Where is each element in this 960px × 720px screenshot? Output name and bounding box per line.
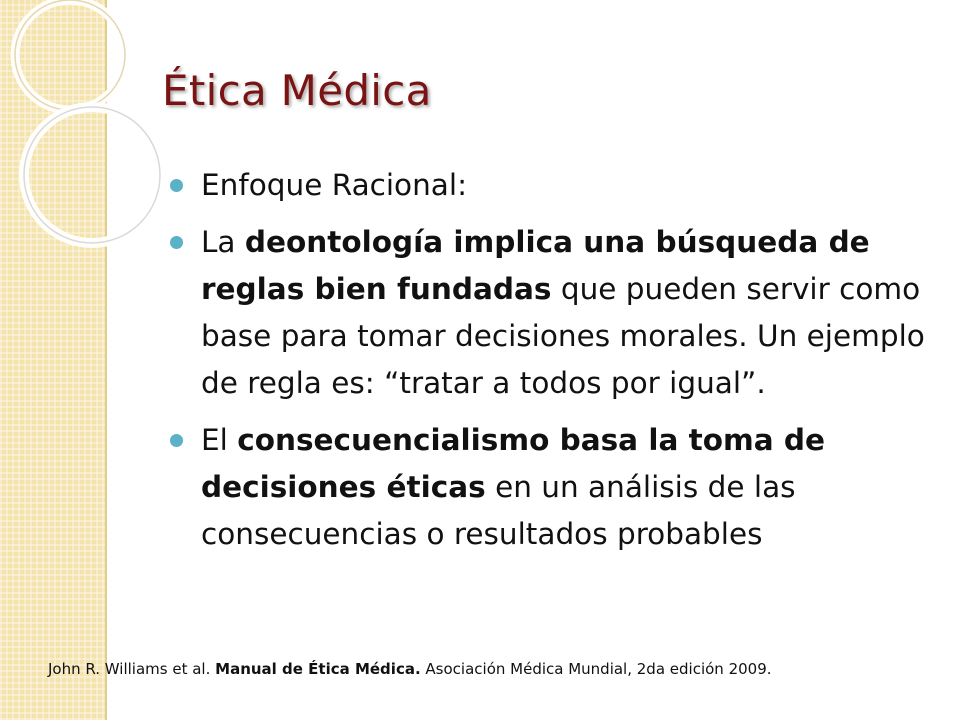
bullet-list	[170, 162, 930, 568]
bullet-item	[170, 219, 930, 407]
bullet-item	[170, 162, 930, 209]
citation-publisher: Asociación Médica Mundial, 2da edición 2009.	[420, 660, 772, 678]
bullet-text-segment: que pueden servir como base para tomar decisiones morales. Un ejemplo de regla es: “tratar a todos por igual”.	[201, 272, 925, 400]
bullet-item	[170, 417, 930, 558]
citation-authors: John R. Williams et al.	[48, 660, 216, 678]
bullet-text-bold: consecuencialismo basa la toma de decisiones éticas	[201, 423, 826, 504]
bullet-icon	[170, 434, 183, 447]
bullet-text-segment: en un análisis de las consecuencias o resultados probables	[201, 470, 796, 551]
citation-book-title: Manual de Ética Médica.	[215, 660, 421, 678]
slide-title: Ética Médica	[162, 66, 432, 115]
bullet-text: Enfoque Racional:	[201, 168, 468, 202]
bullet-text-segment: La	[201, 225, 245, 259]
bullet-icon	[170, 179, 183, 192]
bullet-text-bold: deontología implica una búsqueda de reglas bien fundadas	[201, 225, 870, 306]
bullet-icon	[170, 236, 183, 249]
citation	[48, 660, 772, 678]
bullet-text-segment: El	[201, 423, 238, 457]
